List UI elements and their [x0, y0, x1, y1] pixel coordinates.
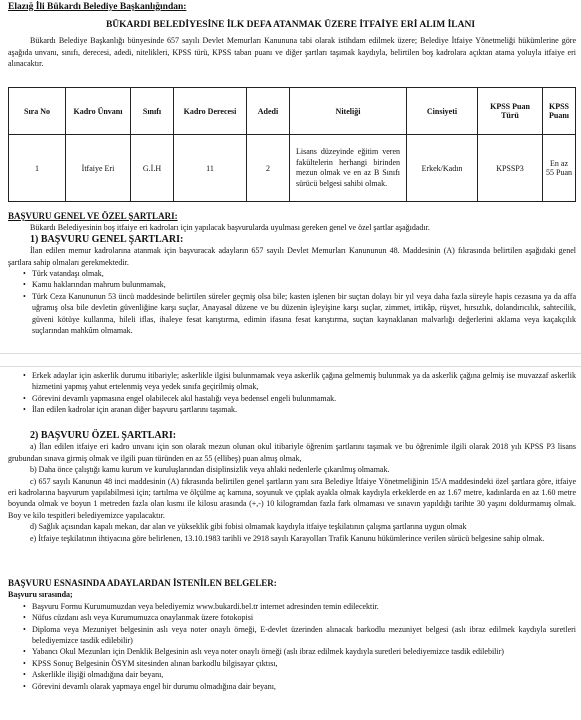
- col-header-sira: Sıra No: [9, 88, 66, 135]
- special-item: [8, 521, 576, 532]
- general-sub-lead: İlan edilen memur kadrolarına atanmak için başvuracak adayların 657 sayılı Devlet Memurları Kanununun 48. Maddesinin (A) fıkrasında belirtilen aşağıdaki genel şartlara sahip olmaları gerekmektedir.: [8, 246, 576, 267]
- list-item: • Erkek adaylar için askerlik durumu itibariyle; askerlikle ilgisi bulunmamak veya askerlik çağına gelmemiş bulunmak ya da askerlik çağına gelmiş ise muvazzaf askerlik hizmetini yapmış yahut ertelenmiş veya yedek sınıfa geçirilmiş olmak,: [8, 370, 576, 393]
- list-item: • Kamu haklarından mahrum bulunmamak,: [8, 279, 576, 290]
- page-break-divider: [0, 353, 581, 367]
- special-item-label: d): [30, 522, 37, 532]
- documents-section: [8, 578, 576, 692]
- cell-cinsiyet: Erkek/Kadın: [407, 135, 478, 202]
- general-conditions-continued: [8, 370, 576, 416]
- general-conditions-lead: Bükardı Belediyesinin boş itfaiye eri kadroları için yapılacak başvurularda uyulması gereken genel ve özel şartlar aşağıdadır.: [30, 223, 430, 233]
- special-item: [8, 533, 576, 544]
- special-item: [8, 441, 576, 464]
- cell-adet: 2: [247, 135, 290, 202]
- cell-sinif: G.İ.H: [131, 135, 174, 202]
- special-item-label: c): [30, 476, 37, 486]
- col-header-cinsiyet: Cinsiyeti: [407, 88, 478, 135]
- documents-sub-heading: Başvuru sırasında;: [8, 590, 73, 600]
- list-item: • Diploma veya Mezuniyet belgesinin aslı veya noter onaylı örneği, E-devlet üzerinden alınacak barkodlu mezuniyet belgesi (aslı ibraz edilmek kaydıyla suretleri belediyemizce tasdik edilebilir): [8, 624, 576, 647]
- table-row: [9, 135, 576, 202]
- list-item: • İlan edilen kadrolar için aranan diğer başvuru şartlarını taşımak.: [8, 404, 576, 415]
- col-header-sinif: Sınıfı: [131, 88, 174, 135]
- list-item: • Türk vatandaşı olmak,: [8, 268, 576, 279]
- list-item: • KPSS Sonuç Belgesinin ÖSYM sitesinden alınan barkodlu bilgisayar çıktısı,: [8, 658, 576, 669]
- documents-heading: BAŞVURU ESNASINDA ADAYLARDAN İSTENİLEN BELGELER:: [8, 578, 277, 588]
- list-item: • Yabancı Okul Mezunları için Denklik Belgesinin aslı veya noter onaylı örneği (aslı ibraz edilmek kaydıyla suretleri belediyemizce tasdik edilebilir): [8, 646, 576, 657]
- cell-puan: En az 55 Puan: [543, 135, 576, 202]
- cell-nitelik: Lisans düzeyinde eğitim veren fakültelerin herhangi birinden mezun olmak ve en az B Sınıfı sürücü belgesi sahibi olmak.: [290, 135, 407, 202]
- cell-puan-turu: KPSSP3: [478, 135, 543, 202]
- special-item: [8, 476, 576, 522]
- list-item: • Başvuru Formu Kurumumuzdan veya belediyemiz www.bukardi.bel.tr internet adresinden temin edilecektir.: [8, 601, 576, 612]
- list-item: • Askerlikle ilişiği olmadığına dair beyanı,: [8, 669, 576, 680]
- special-item-label: a): [30, 442, 37, 452]
- cell-sira: 1: [9, 135, 66, 202]
- general-conditions-heading: BAŞVURU GENEL VE ÖZEL ŞARTLARI:: [8, 211, 178, 221]
- list-item: • Görevini devamlı yapmasına engel olabilecek akıl hastalığı veya bedensel engeli bulunmamak.: [8, 393, 576, 404]
- col-header-derece: Kadro Derecesi: [174, 88, 247, 135]
- intro-paragraph: Bükardı Belediye Başkanlığı bünyesinde 657 sayılı Devlet Memurları Kanununa tabi olarak istihdam edilmek üzere; Belediye İtfaiye Yönetmeliği hükümlerine göre aşağıda unvanı, sınıfı, derecesi, adedi, nitelikleri, KPSS türü, KPSS taban puanı ve diğer şartları taşımak kaydıyla, belirtilen boş kadrolara açıktan atama yoluyla itfaiye eri alınacaktır.: [8, 36, 576, 68]
- authority-heading: Elazığ İli Bükardı Belediye Başkanlığından:: [8, 2, 187, 12]
- special-item-label: b): [30, 465, 37, 475]
- table-header-row: [9, 88, 576, 135]
- special-item-text: İlan edilen itfaiye eri kadro unvanı için son olarak mezun olunan okul itibariyle öğrenim şartlarını taşımak ve bu öğrenimle ilgili olarak 2018 yılı KPSS P3 lisans grubundan sınava girmiş olmak ve ilgili puan türünden en az 55 (ellibeş) puan almış olmak,: [8, 442, 577, 463]
- special-conditions-heading: 2) BAŞVURU ÖZEL ŞARTLARI:: [30, 430, 177, 441]
- general-sub-heading: 1) BAŞVURU GENEL ŞARTLARI:: [30, 233, 184, 245]
- special-item-text: Daha önce çalıştığı kamu kurum ve kuruluşlarından disiplinsizlik veya ahlaki nedenlerle çıkarılmış olmamak.: [38, 465, 390, 475]
- special-conditions-section: [8, 430, 576, 544]
- col-header-puan-turu: KPSS Puan Türü: [478, 88, 543, 135]
- list-item: • Görevini devamlı olarak yapmaya engel bir durumu olmadığına dair beyanı,: [8, 681, 576, 692]
- special-item-text: Sağlık açısından kapalı mekan, dar alan ve yükseklik gibi fobisi olmamak kaydıyla itfaiye teşkilatının çalışma şartlarına uygun olmak: [38, 522, 467, 532]
- col-header-nitelik: Niteliği: [290, 88, 407, 135]
- list-item: • Türk Ceza Kanununun 53 üncü maddesinde belirtilen süreler geçmiş olsa bile; kasten işlenen bir suçtan dolayı bir yıl veya daha fazla süreyle hapis cezasına ya da affa uğramış olsa bile devletin güvenliğine karşı suçlar, Anayasal düzene ve bu düzenin işleyişine karşı suçlar, zimmet, irtikâp, rüşvet, hırsızlık, dolandırıcılık, sahtecilik, güveni kötüye kullanma, hileli iflas, ihaleye fesat karıştırma, edimin ifasına fesat karıştırma, suçtan kaynaklanan malvarlığı değerlerini aklama veya kaçakçılık suçlarından mahkûm olmamak.: [8, 291, 576, 337]
- col-header-adet: Adedi: [247, 88, 290, 135]
- special-item: [8, 464, 576, 475]
- cell-unvan: İtfaiye Eri: [66, 135, 131, 202]
- special-item-label: e): [30, 533, 37, 543]
- announcement-title: BÜKARDI BELEDİYESİNE İLK DEFA ATANMAK ÜZERE İTFAİYE ERİ ALIM İLANI: [105, 20, 476, 30]
- staff-table: [8, 87, 576, 202]
- cell-derece: 11: [174, 135, 247, 202]
- col-header-puan: KPSS Puanı: [543, 88, 576, 135]
- general-conditions-section: [8, 211, 576, 336]
- special-item-text: İtfaiye teşkilatının ihtiyacına göre belirlenen, 13.10.1983 tarihli ve 2918 sayılı Karayolları Trafik Kanunu hükümlerince verilen sürücü belgesine sahip olmak.: [38, 533, 545, 543]
- col-header-unvan: Kadro Ünvanı: [66, 88, 131, 135]
- special-item-text: 657 sayılı Kanunun 48 inci maddesinin (A) fıkrasında belirtilen genel şartların yanı sıra Belediye İtfaiye Yönetmeliğinin 15/A maddesindeki özel şartlara göre, itfaiye eri kadrolarına başvurum yapılabilmesi için; tartılma ve ölçülme aç karnına, soyunuk ve çıplak ayakla olmak kaydıyla erkeklerde en az 1.67 metre, kadınlarda en az 1.60 metre boyunda olmak ve boyun 1 metreden fazla olan kısmı ile kilosu arasında (+,-) 10 kilogramdan fazla fark olmaması ve sınavın yapıldığı tarihte 30 yaşını doldurmamış olmak. Boy ve kilo tespitleri belediyemizce yapılacaktır.: [8, 476, 577, 520]
- list-item: • Nüfus cüzdanı aslı veya Kurumumuzca onaylanmak üzere fotokopisi: [8, 612, 576, 623]
